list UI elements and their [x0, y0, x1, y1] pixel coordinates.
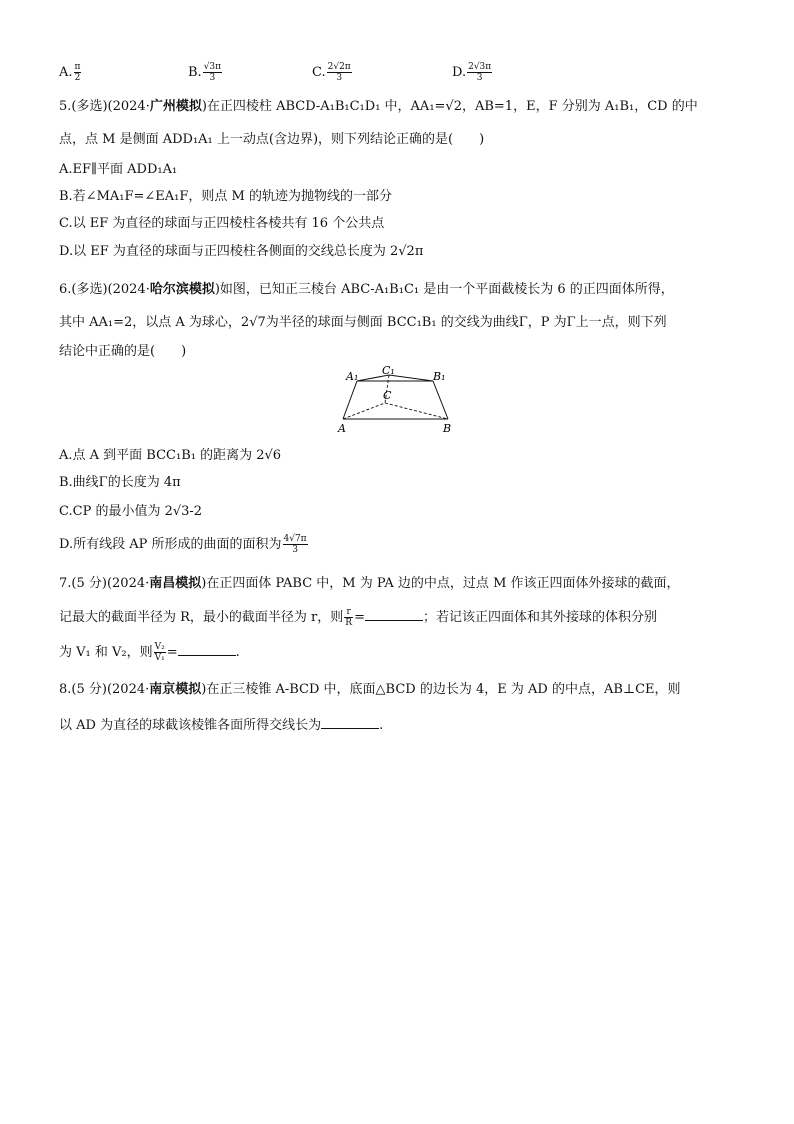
q6-stem-line1 — [59, 280, 674, 300]
frac-num: 2√3π — [468, 62, 492, 72]
label-c: C — [383, 389, 392, 402]
q6-source: 哈尔滨模拟 — [149, 282, 215, 297]
q6-stem-line2: 其中 AA₁=2，以点 A 为球心，2√7为半径的球面与侧面 BCC₁B₁ 的交线为曲线Γ，P 为Γ上一点，则下列 — [59, 315, 667, 330]
frustum-figure — [330, 366, 465, 438]
q8-stem-line2 — [59, 715, 383, 736]
label-a: A — [338, 422, 346, 435]
q6-stem-line3: 结论中正确的是( ) — [59, 344, 187, 359]
q8-line2-text: 以 AD 为直径的球截该棱锥各面所得交线长为 — [59, 718, 322, 733]
q6-option-d-text: D.所有线段 AP 所形成的曲面的面积为 — [59, 537, 282, 552]
frac-num: r — [344, 607, 353, 618]
frac-num: √3π — [203, 62, 222, 72]
q4-option-a-label: A. — [59, 65, 73, 80]
q4-option-b — [188, 62, 223, 83]
q7-stem-line3 — [59, 642, 240, 663]
frac-num: V₂ — [154, 642, 165, 652]
q8-line1-text: )在正三棱锥 A-BCD 中，底面△BCD 的边长为 4，E 为 AD 的中点，AB⊥CE，则 — [201, 682, 681, 697]
answer-blank-3[interactable] — [321, 715, 379, 729]
frac-num: 2√2π — [327, 62, 351, 72]
q5-prefix: 5.(多选)(2024· — [59, 99, 150, 114]
q7-ratio-frac — [344, 607, 353, 628]
edge-aa1 — [343, 381, 357, 419]
q5-line1-text: )在正四棱柱 ABCD-A₁B₁C₁D₁ 中，AA₁=√2，AB=1，E，F 分别为 A₁B₁，CD 的中 — [201, 99, 698, 114]
frac-den: 3 — [292, 545, 298, 555]
frac-num: 4√7π — [283, 534, 307, 544]
edge-cb-hidden — [385, 403, 448, 419]
edge-ac-hidden — [343, 403, 385, 419]
q6-prefix: 6.(多选)(2024· — [59, 282, 150, 297]
label-b: B — [443, 422, 452, 435]
q4-option-d — [452, 62, 493, 83]
answer-blank-1[interactable] — [365, 607, 423, 621]
q7-line1-text: )在正四面体 PABC 中，M 为 PA 边的中点，过点 M 作该正四面体外接球的截面， — [201, 576, 680, 591]
q6-option-b: B.曲线Γ的长度为 4π — [59, 475, 181, 490]
q5-source: 广州模拟 — [149, 99, 202, 114]
q7-source: 南昌模拟 — [149, 576, 202, 591]
edge-c1b1 — [389, 375, 433, 381]
q5-stem-line2: 点，点 M 是侧面 ADD₁A₁ 上一动点(含边界)，则下列结论正确的是( ) — [59, 132, 485, 147]
frac-den: 2 — [74, 73, 81, 83]
q6-option-a: A.点 A 到平面 BCC₁B₁ 的距离为 2√6 — [59, 448, 282, 463]
frac-den: 3 — [336, 73, 343, 83]
q7-prefix: 7.(5 分)(2024· — [59, 576, 150, 591]
q8-prefix: 8.(5 分)(2024· — [59, 682, 150, 697]
frac-den: R — [345, 618, 353, 628]
q4-option-a — [59, 62, 82, 83]
q7-line3-text: 为 V₁ 和 V₂，则 — [59, 645, 153, 660]
label-b1: B₁ — [433, 370, 446, 383]
q6-option-d-frac — [283, 534, 308, 555]
q4-option-d-label: D. — [452, 65, 467, 80]
q4-option-c-label: C. — [312, 65, 326, 80]
q7-stem-line2 — [59, 607, 657, 628]
label-c1: C₁ — [382, 366, 395, 377]
q4-option-c — [312, 62, 353, 83]
q8-source: 南京模拟 — [149, 682, 202, 697]
q8-stem-line1 — [59, 680, 681, 700]
q5-option-b: B.若∠MA₁F=∠EA₁F，则点 M 的轨迹为抛物线的一部分 — [59, 189, 392, 204]
q6-option-c: C.CP 的最小值为 2√3-2 — [59, 504, 203, 519]
frac-den: 3 — [476, 73, 483, 83]
q4-option-d-frac — [467, 62, 492, 83]
q7-volume-frac — [154, 642, 166, 663]
frac-den: 3 — [209, 73, 216, 83]
frac-num: π — [74, 62, 81, 72]
q4-option-b-label: B. — [188, 65, 202, 80]
q7-line2-text: 记最大的截面半径为 R，最小的截面半径为 r，则 — [59, 610, 344, 625]
label-a1: A₁ — [346, 370, 359, 383]
q7-equals-2: = — [166, 645, 178, 660]
q7-period: . — [235, 645, 240, 660]
q4-option-c-frac — [327, 62, 352, 83]
q7-stem-line1 — [59, 574, 680, 594]
q5-option-a: A.EF∥平面 ADD₁A₁ — [59, 162, 178, 177]
q7-line2-tail: ；若记该正四面体和其外接球的体积分别 — [422, 610, 657, 625]
edge-bb1 — [433, 381, 448, 419]
q4-option-a-frac — [74, 62, 82, 83]
q8-period: . — [379, 718, 384, 733]
q7-equals: = — [354, 610, 365, 625]
q6-line1-text: )如图，已知正三棱台 ABC-A₁B₁C₁ 是由一个平面截棱长为 6 的正四面体所得， — [214, 282, 674, 297]
q5-stem-line1 — [59, 97, 698, 117]
answer-blank-2[interactable] — [178, 642, 236, 656]
q5-option-c: C.以 EF 为直径的球面与正四棱柱各棱共有 16 个公共点 — [59, 216, 385, 231]
q6-option-d — [59, 534, 309, 555]
q4-option-b-frac — [203, 62, 222, 83]
frac-den: V₁ — [154, 653, 165, 663]
q5-option-d: D.以 EF 为直径的球面与正四棱柱各侧面的交线总长度为 2√2π — [59, 244, 424, 259]
